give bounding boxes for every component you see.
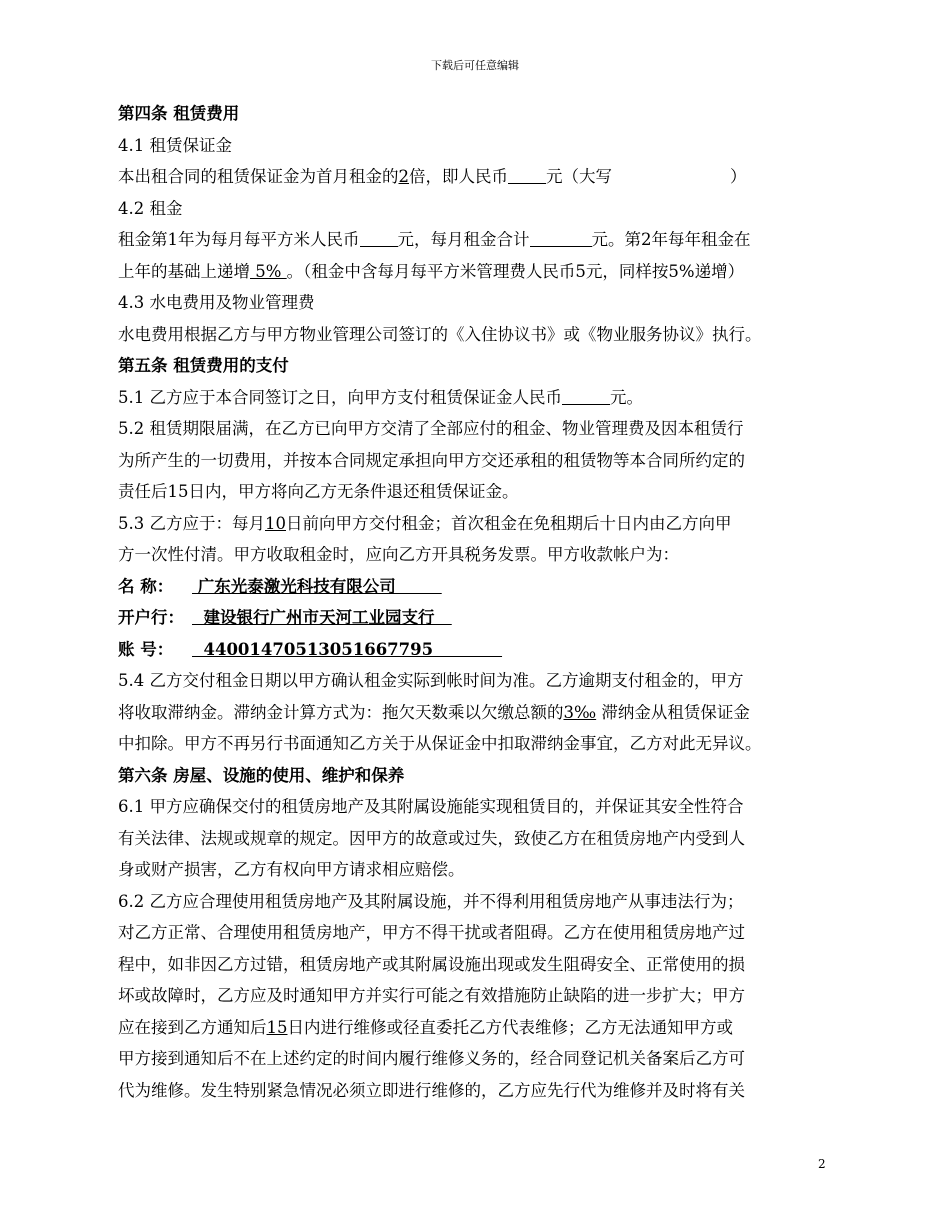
clause-4-2-text-2: 上年的基础上递增 5% 。（租金中含每月每平方米管理费人民币5元，同样按5%递增） [118, 261, 745, 281]
bank-account-name [118, 571, 848, 603]
clause-5-3-text-1: 5.3 乙方应于：每月10日前向甲方交付租金；首次租金在免租期后十日内由乙方向甲 [118, 513, 732, 533]
clause-4-3-text: 水电费用根据乙方与甲方物业管理公司签订的《入住协议书》或《物业服务协议》执行。 [118, 324, 762, 344]
clause-4-1-title: 4.1 租赁保证金 [118, 135, 232, 155]
clause-5-2-text-2: 为所产生的一切费用，并按本合同规定承担向甲方交还承租的租赁物等本合同所约定的 [118, 450, 745, 470]
clause-5-1-text: 5.1 乙方应于本合同签订之日，向甲方支付租赁保证金人民币 元。 [118, 387, 643, 407]
clause-6-2-text-3: 程中，如非因乙方过错，租赁房地产或其附属设施出现或发生阻碍安全、正常使用的损 [118, 954, 745, 974]
clause-6-2-text-2: 对乙方正常、合理使用租赁房地产，甲方不得干扰或者阻碍。乙方在使用租赁房地产过 [118, 923, 745, 942]
clause-6-2-text-7: 代为维修。发生特别紧急情况必须立即进行维修的，乙方应先行代为维修并及时将有关 [118, 1080, 745, 1100]
bank-account-number [118, 634, 848, 666]
clause-6-2-text-6: 甲方接到通知后不在上述约定的时间内履行维修义务的，经合同登记机关备案后乙方可 [118, 1049, 745, 1068]
bank-branch [118, 602, 848, 634]
page-header: 下载后可任意编辑 [431, 59, 519, 72]
clause-5-2-text-1: 5.2 租赁期限届满，在乙方已向甲方交清了全部应付的租金、物业管理费及因本租赁行 [118, 419, 744, 438]
bank-account-value: 44001470513051667795 [192, 639, 503, 659]
clause-5-4-text-2: 将收取滞纳金。滞纳金计算方式为：拖欠天数乘以欠缴总额的3‰ 滞纳金从租赁保证金 [118, 702, 750, 722]
bank-branch-label: 开户行： [118, 608, 184, 627]
article-6-heading: 第六条 房屋、设施的使用、维护和保养 [118, 765, 405, 785]
clause-4-3-title: 4.3 水电费用及物业管理费 [118, 293, 315, 312]
clause-6-1-text-1: 6.1 甲方应确保交付的租赁房地产及其附属设施能实现租赁目的，并保证其安全性符合 [118, 797, 744, 816]
document-body [118, 98, 848, 1106]
bank-name-value: 广东光泰激光科技有限公司 [192, 576, 442, 596]
clause-6-2-text-5: 应在接到乙方通知后15日内进行维修或径直委托乙方代表维修；乙方无法通知甲方或 [118, 1017, 733, 1037]
clause-6-1-text-2: 有关法律、法规或规章的规定。因甲方的故意或过失，致使乙方在租赁房地产内受到人 [118, 828, 745, 848]
bank-account-label: 账 号： [118, 639, 174, 659]
bank-name-label: 名 称： [118, 576, 174, 596]
clause-6-1-text-3: 身或财产损害，乙方有权向甲方请求相应赔偿。 [118, 860, 465, 879]
article-4-heading: 第四条 租赁费用 [118, 104, 240, 123]
article-5-heading: 第五条 租赁费用的支付 [118, 356, 289, 375]
clause-6-2-text-1: 6.2 乙方应合理使用租赁房地产及其附属设施，并不得利用租赁房地产从事违法行为； [118, 891, 744, 911]
clause-5-4-text-1: 5.4 乙方交付租金日期以甲方确认租金实际到帐时间为准。乙方逾期支付租金的，甲方 [118, 671, 744, 690]
bank-branch-value: 建设银行广州市天河工业园支行 [192, 608, 452, 627]
clause-4-1-text: 本出租合同的租赁保证金为首月租金的2倍，即人民币 元（大写 ） [118, 167, 747, 186]
page-number: 2 [818, 1157, 826, 1171]
clause-4-2-title: 4.2 租金 [118, 198, 183, 218]
clause-6-2-text-4: 坏或故障时，乙方应及时通知甲方并实行可能之有效措施防止缺陷的进一步扩大；甲方 [118, 986, 745, 1005]
clause-5-3-text-2: 方一次性付清。甲方收取租金时，应向乙方开具税务发票。甲方收款帐户为： [118, 545, 679, 564]
clause-5-2-text-3: 责任后15日内，甲方将向乙方无条件退还租赁保证金。 [118, 482, 519, 501]
clause-4-2-text-1: 租金第1年为每月每平方米人民币 元，每月租金合计 元。第2年每年租金在 [118, 230, 751, 249]
clause-5-4-text-3: 中扣除。甲方不再另行书面通知乙方关于从保证金中扣取滞纳金事宜，乙方对此无异议。 [118, 734, 762, 753]
